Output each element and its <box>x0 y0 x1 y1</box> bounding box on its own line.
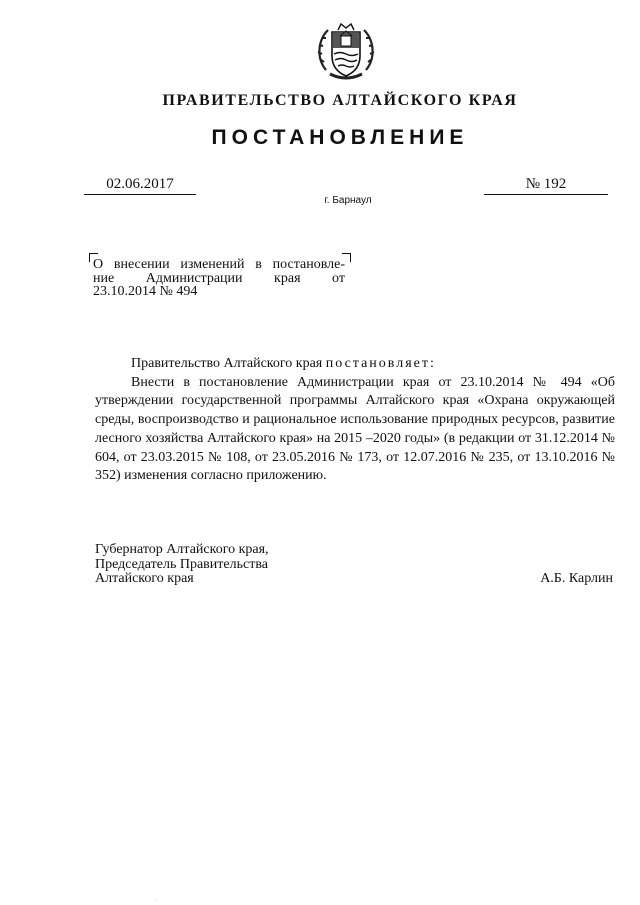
signer-position-line: Алтайского края <box>95 571 194 586</box>
document-type-title: ПОСТАНОВЛЕНИЕ <box>211 126 469 149</box>
document-body <box>95 355 615 486</box>
main-paragraph: Внести в постановление Администрации края от 23.10.2014 № 494 «Об утверждении государственной программы Алтайского края «Охрана окружающей среды, воспроизводство и рациональное использование природных ресурсов, развитие лесного хозяйства Алтайского края» на 2015 –2020 годы» (в редакции от 31.12.2014 № 604, от 23.03.2015 № 108, от 23.05.2016 № 173, от 12.07.2016 № 235, от 13.10.2016 № 352) изменения согласно приложению. <box>95 374 615 484</box>
subject-line: 23.10.2014 № 494 <box>93 284 198 299</box>
document-date: 02.06.2017 <box>84 176 196 195</box>
document-city: г. Барнаул <box>324 195 372 206</box>
subject-line: О внесении изменений в постановле- <box>93 257 345 272</box>
signer-position-line: Председатель Правительства <box>95 556 268 572</box>
signer-position-line: Губернатор Алтайского края, <box>95 542 269 557</box>
government-title: ПРАВИТЕЛЬСТВО АЛТАЙСКОГО КРАЯ <box>162 92 518 109</box>
subject-line: ние Администрации края от <box>93 270 345 286</box>
preamble-decree-word: постановляет: <box>325 356 436 371</box>
coat-of-arms-icon <box>312 18 380 86</box>
document-number: № 192 <box>484 176 608 195</box>
signer-position <box>95 543 269 587</box>
document-subject <box>93 258 345 299</box>
scan-dot: . <box>155 896 157 902</box>
preamble-text: Правительство Алтайского края <box>131 356 326 371</box>
preamble <box>95 355 615 374</box>
signer-name: А.Б. Карлин <box>540 571 613 586</box>
